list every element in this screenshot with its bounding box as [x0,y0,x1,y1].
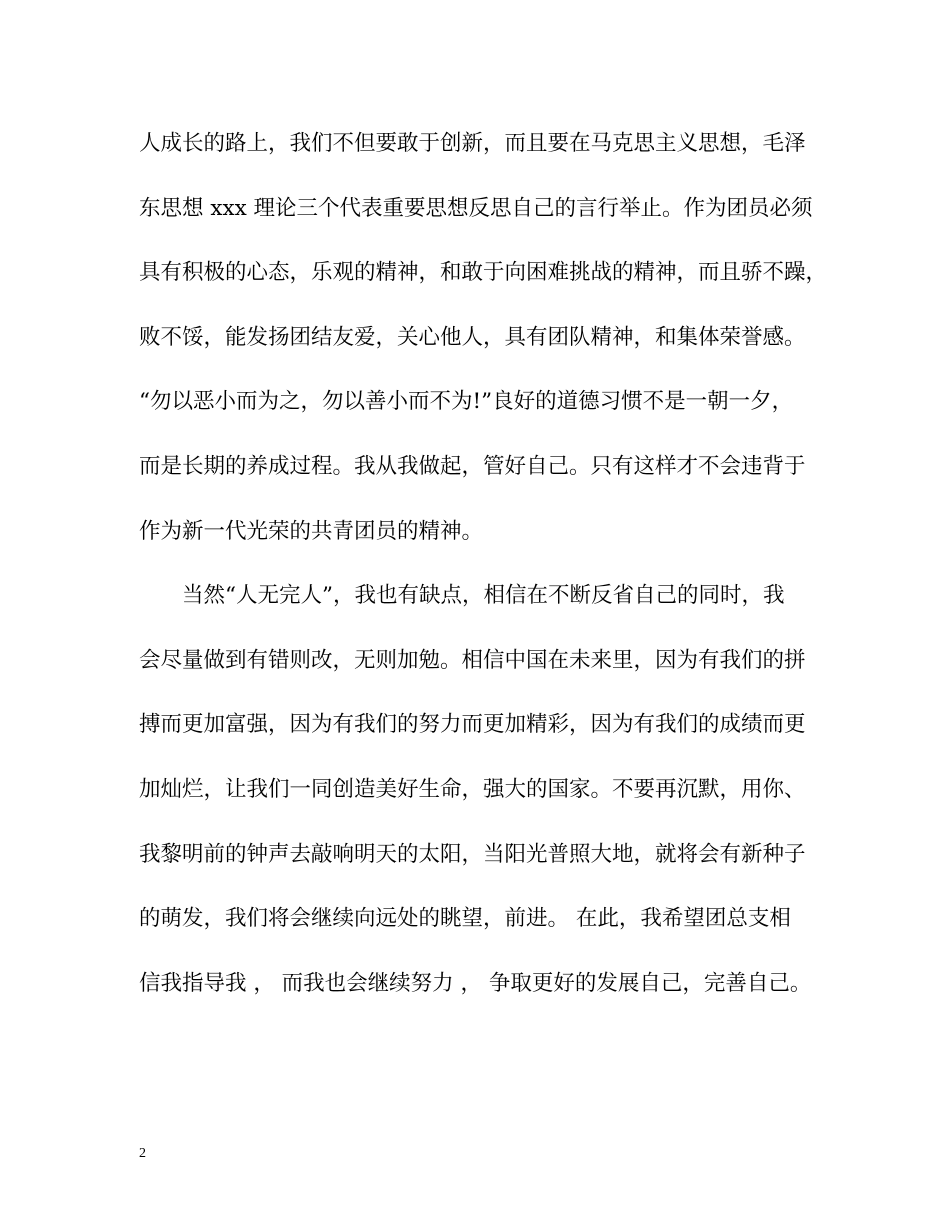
text-line-5: “勿以恶小而为之，勿以善小而不为!”良好的道德习惯不是一朝一夕， [139,389,794,415]
text-line-12: 我黎明前的钟声去敲响明天的太阳，当阳光普照大地，就将会有新种子 [139,841,806,867]
page-number: 2 [139,1146,146,1161]
body-text [139,118,839,1022]
text-line-13: 的萌发，我们将会继续向远处的眺望，前进。 在此，我希望团总支相 [139,906,791,932]
text-line-3: 具有积极的心态，乐观的精神，和敢于向困难挑战的精神，而且骄不躁， [139,260,828,286]
text-line-4: 败不馁，能发扬团结友爱，关心他人，具有团队精神，和集体荣誉感。 [139,324,806,350]
text-line-6: 而是长期的养成过程。我从我做起，管好自己。只有这样才不会违背于 [139,453,806,479]
text-line-9: 会尽量做到有错则改，无则加勉。相信中国在未来里，因为有我们的拼 [139,647,806,673]
text-line-11: 加灿烂，让我们一同创造美好生命，强大的国家。不要再沉默，用你、 [139,776,806,802]
text-line-1: 人成长的路上，我们不但要敢于创新，而且要在马克思主义思想，毛泽 [139,131,806,156]
text-line-8: 当然“人无完人”，我也有缺点，相信在不断反省自己的同时，我 [139,583,785,609]
text-line-10: 搏而更加富强，因为有我们的努力而更加精彩，因为有我们的成绩而更 [139,712,806,738]
text-line-14: 信我指导我 ， 而我也会继续努力 ， 争取更好的发展自己，完善自己。 [139,970,812,996]
text-line-2: 东思想 xxx 理论三个代表重要思想反思自己的言行举止。作为团员必须 [139,195,813,221]
text-line-7: 作为新一代光荣的共青团员的精神。 [139,518,484,544]
